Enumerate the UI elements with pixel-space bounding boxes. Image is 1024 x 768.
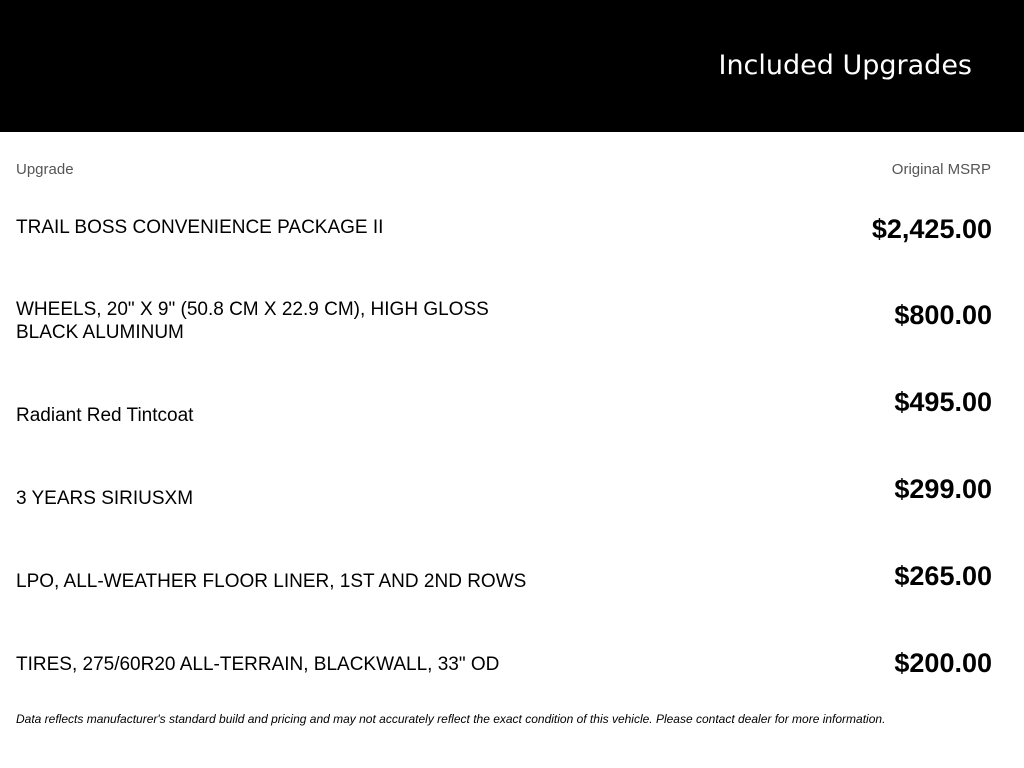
upgrade-price: $800.00: [894, 300, 992, 330]
disclaimer-text: Data reflects manufacturer's standard build and pricing and may not accurately reflect the exact condition of this vehicle. Please contact dealer for more information.: [16, 712, 886, 726]
upgrade-name: WHEELS, 20" X 9" (50.8 CM X 22.9 CM), HIGH GLOSS BLACK ALUMINUM: [16, 299, 489, 343]
column-header-upgrade: Upgrade: [16, 161, 74, 178]
page-title: Included Upgrades: [718, 50, 972, 81]
upgrade-price: $265.00: [894, 561, 992, 591]
upgrade-price: $299.00: [894, 474, 992, 504]
header-bar: [0, 0, 1024, 132]
upgrade-name: TIRES, 275/60R20 ALL-TERRAIN, BLACKWALL, 33" OD: [16, 654, 500, 675]
upgrade-price: $200.00: [894, 648, 992, 678]
upgrade-price: $495.00: [894, 387, 992, 417]
column-header-msrp: Original MSRP: [891, 161, 991, 178]
upgrade-name: LPO, ALL-WEATHER FLOOR LINER, 1ST AND 2ND ROWS: [16, 571, 527, 592]
upgrade-name: TRAIL BOSS CONVENIENCE PACKAGE II: [16, 217, 384, 238]
upgrade-name: 3 YEARS SIRIUSXM: [16, 488, 194, 509]
upgrade-name: Radiant Red Tintcoat: [16, 405, 194, 426]
upgrade-price: $2,425.00: [871, 214, 992, 244]
